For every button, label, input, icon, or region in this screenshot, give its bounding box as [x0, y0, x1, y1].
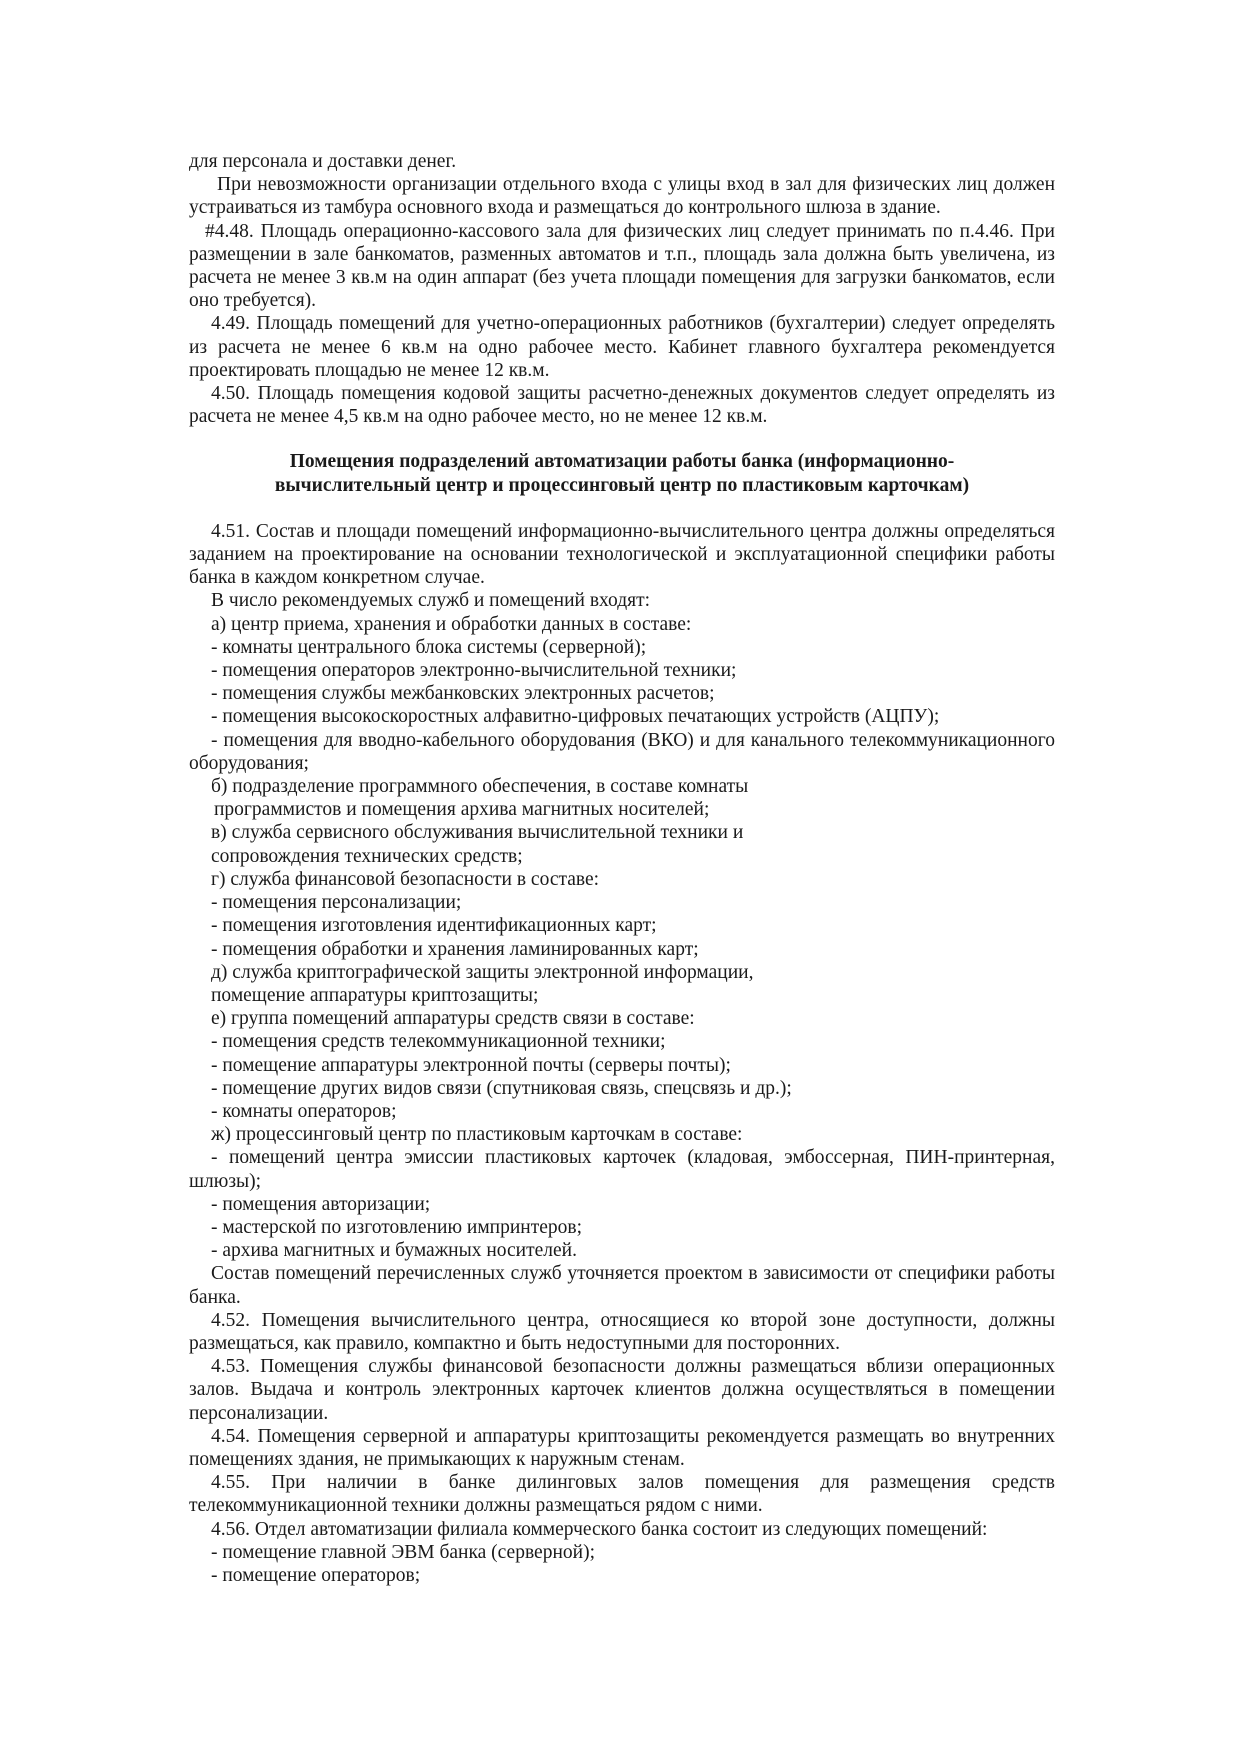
paragraph: сопровождения технических средств;: [211, 845, 523, 867]
paragraph: - архива магнитных и бумажных носителей.: [211, 1240, 577, 1262]
paragraph: 4.51. Состав и площади помещений информационно-вычислительного центра должны определяться заданием на проектирование на основании технологической и эксплуатационной специфики работы банка в каждом конкретном случае.: [189, 520, 1055, 589]
paragraph: 4.52. Помещения вычислительного центра, относящиеся ко второй зоне доступности, должны размещаться, как правило, компактно и быть недоступными для посторонних.: [189, 1309, 1055, 1354]
paragraph: - помещения средств телекоммуникационной техники;: [211, 1031, 666, 1053]
document-page: [189, 150, 1055, 1587]
paragraph: д) служба криптографической защиты электронной информации,: [211, 961, 754, 983]
paragraph: б) подразделение программного обеспечения, в составе комнаты: [211, 776, 749, 798]
paragraph: #4.48. Площадь операционно-кассового зала для физических лиц следует принимать по п.4.46. При размещении в зале банкоматов, разменных автоматов и т.п., площадь зала должна быть увеличена, из расчета не менее 3 кв.м на один аппарат (без учета площади помещения для загрузки банкоматов, если оно требуется).: [189, 220, 1055, 312]
paragraph: ж) процессинговый центр по пластиковым карточкам в составе:: [211, 1124, 743, 1146]
paragraph: для персонала и доставки денег.: [189, 151, 457, 172]
paragraph: - помещение других видов связи (спутниковая связь, спецсвязь и др.);: [211, 1077, 792, 1099]
paragraph: 4.56. Отдел автоматизации филиала коммерческого банка состоит из следующих помещений:: [211, 1518, 988, 1540]
paragraph: 4.53. Помещения службы финансовой безопасности должны размещаться вблизи операционных залов. Выдача и контроль электронных карточек клиентов должна осуществляться в помещении персонализации.: [189, 1356, 1055, 1424]
paragraph: программистов и помещения архива магнитных носителей;: [214, 799, 710, 821]
section-after: [189, 520, 1055, 1587]
paragraph: - помещения для вводно-кабельного оборудования (ВКО) и для канального телекоммуникационного оборудования;: [189, 729, 1055, 774]
paragraph: - мастерской по изготовлению импринтеров;: [211, 1216, 583, 1238]
paragraph: - помещения службы межбанковских электронных расчетов;: [211, 683, 715, 705]
paragraph: г) служба финансовой безопасности в составе:: [211, 868, 600, 890]
paragraph: 4.54. Помещения серверной и аппаратуры криптозащиты рекомендуется размещать во внутренних помещениях здания, не примыкающих к наружным стенам.: [189, 1425, 1055, 1470]
paragraph: - комнаты центрального блока системы (серверной);: [211, 636, 647, 658]
paragraph: В число рекомендуемых служб и помещений входят:: [211, 590, 651, 612]
paragraph: - помещения авторизации;: [211, 1193, 431, 1215]
paragraph: При невозможности организации отдельного входа с улицы вход в зал для физических лиц должен устраиваться из тамбура основного входа и размещаться до контрольного шлюза в здание.: [189, 174, 1055, 219]
paragraph: - комнаты операторов;: [211, 1100, 397, 1122]
paragraph: 4.50. Площадь помещения кодовой защиты расчетно-денежных документов следует определять из расчета не менее 4,5 кв.м на одно рабочее место, но не менее 12 кв.м.: [189, 383, 1055, 428]
paragraph: - помещения высокоскоростных алфавитно-цифровых печатающих устройств (АЦПУ);: [211, 706, 940, 728]
paragraph: 4.55. При наличии в банке дилинговых залов помещения для размещения средств телекоммуникационной техники должны размещаться рядом с ними.: [189, 1472, 1055, 1517]
paragraph: - помещение аппаратуры электронной почты (серверы почты);: [211, 1054, 731, 1076]
section-heading: Помещения подразделений автоматизации работы банка (информационно-вычислительный центр и процессинговый центр по пластиковым карточкам): [274, 451, 970, 496]
paragraph: - помещений центра эмиссии пластиковых карточек (кладовая, эмбоссерная, ПИН-принтерная, шлюзы);: [189, 1147, 1055, 1192]
section-before: [189, 150, 1055, 428]
paragraph: - помещения операторов электронно-вычислительной техники;: [211, 660, 737, 682]
paragraph: 4.49. Площадь помещений для учетно-операционных работников (бухгалтерии) следует определять из расчета не менее 6 кв.м на одно рабочее место. Кабинет главного бухгалтера рекомендуется проектировать площадью не менее 12 кв.м.: [189, 313, 1055, 381]
paragraph: - помещение операторов;: [211, 1564, 421, 1586]
paragraph: - помещения персонализации;: [211, 892, 462, 914]
paragraph: - помещение главной ЭВМ банка (серверной);: [211, 1541, 595, 1563]
paragraph: е) группа помещений аппаратуры средств связи в составе:: [211, 1008, 695, 1030]
paragraph: а) центр приема, хранения и обработки данных в составе:: [211, 613, 692, 635]
paragraph: - помещения изготовления идентификационных карт;: [211, 915, 657, 937]
paragraph: Состав помещений перечисленных служб уточняется проектом в зависимости от специфики работы банка.: [189, 1263, 1055, 1308]
paragraph: - помещения обработки и хранения ламинированных карт;: [211, 938, 699, 960]
paragraph: в) служба сервисного обслуживания вычислительной техники и: [211, 822, 744, 844]
paragraph: помещение аппаратуры криптозащиты;: [211, 984, 539, 1006]
